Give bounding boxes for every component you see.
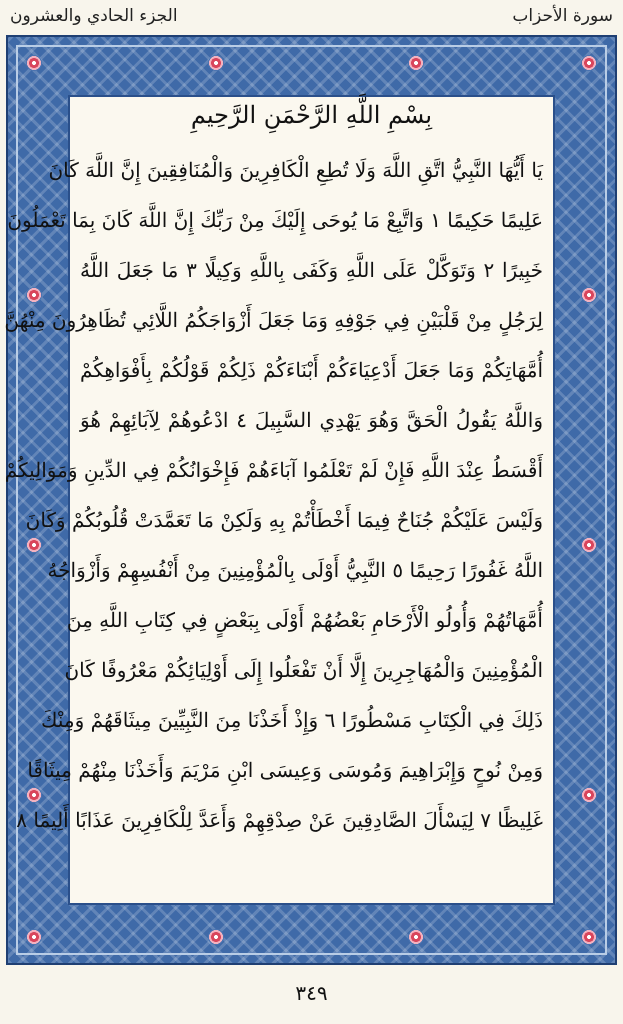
verse-line: وَاللَّهُ يَقُولُ الْحَقَّ وَهُوَ يَهْدِي السَّبِيلَ ٤ ادْعُوهُمْ لِآبَائِهِمْ هُوَ	[80, 408, 543, 432]
verse-line: غَلِيظًا ٧ لِيَسْأَلَ الصَّادِقِينَ عَنْ صِدْقِهِمْ وَأَعَدَّ لِلْكَافِرِينَ عَذَابًا أَلِيمًا ٨	[16, 808, 543, 832]
verse-line: يَا أَيُّهَا النَّبِيُّ اتَّقِ اللَّهَ وَلَا تُطِعِ الْكَافِرِينَ وَالْمُنَافِقِينَ إِنَّ اللَّهَ كَانَ	[48, 158, 543, 182]
rosette-icon	[208, 55, 224, 71]
rosette-icon	[26, 929, 42, 945]
rosette-icon	[408, 929, 424, 945]
rosette-icon	[208, 929, 224, 945]
verse-lines	[4, 145, 544, 845]
rosette-icon	[581, 287, 597, 303]
rosette-icon	[581, 55, 597, 71]
verse-line: أُمَّهَاتِكُمْ وَمَا جَعَلَ أَدْعِيَاءَكُمْ أَبْنَاءَكُمْ ذَلِكُمْ قَوْلُكُمْ بِأَفْوَاهِكُمْ	[80, 358, 543, 382]
rosette-icon	[581, 537, 597, 553]
verse-line: عَلِيمًا حَكِيمًا ١ وَاتَّبِعْ مَا يُوحَى إِلَيْكَ مِنْ رَبِّكَ إِنَّ اللَّهَ كَانَ بِمَا تَعْمَلُونَ	[7, 208, 543, 232]
verse-line: خَبِيرًا ٢ وَتَوَكَّلْ عَلَى اللَّهِ وَكَفَى بِاللَّهِ وَكِيلًا ٣ مَا جَعَلَ اللَّهُ	[80, 258, 544, 282]
rosette-icon	[26, 55, 42, 71]
verse-line: أُمَّهَاتُهُمْ وَأُولُو الْأَرْحَامِ بَعْضُهُمْ أَوْلَى بِبَعْضٍ فِي كِتَابِ اللَّهِ مِنَ	[66, 608, 543, 632]
verse-line: ذَلِكَ فِي الْكِتَابِ مَسْطُورًا ٦ وَإِذْ أَخَذْنَا مِنَ النَّبِيِّينَ مِيثَاقَهُمْ وَمِنْكَ	[41, 708, 543, 732]
rosette-icon	[581, 787, 597, 803]
verse-line: وَمِنْ نُوحٍ وَإِبْرَاهِيمَ وَمُوسَى وَعِيسَى ابْنِ مَرْيَمَ وَأَخَذْنَا مِنْهُمْ مِيثَاقًا	[27, 758, 543, 782]
page-number: ٣٤٩	[295, 981, 328, 1005]
verse-line: أَقْسَطُ عِنْدَ اللَّهِ فَإِنْ لَمْ تَعْلَمُوا آبَاءَهُمْ فَإِخْوَانُكُمْ فِي الدِّينِ وَمَوَالِيكُمْ	[4, 458, 543, 482]
rosette-icon	[408, 55, 424, 71]
verse-line: اللَّهُ غَفُورًا رَحِيمًا ٥ النَّبِيُّ أَوْلَى بِالْمُؤْمِنِينَ مِنْ أَنْفُسِهِمْ وَأَزْوَاجُهُ	[47, 558, 543, 582]
verse-line: الْمُؤْمِنِينَ وَالْمُهَاجِرِينَ إِلَّا أَنْ تَفْعَلُوا إِلَى أَوْلِيَائِكُمْ مَعْرُوفًا كَانَ	[64, 658, 543, 682]
verse-line: لِرَجُلٍ مِنْ قَلْبَيْنِ فِي جَوْفِهِ وَمَا جَعَلَ أَزْوَاجَكُمُ اللَّائِي تُظَاهِرُونَ مِنْهُنَّ	[4, 308, 543, 332]
juz-title: الجزء الحادي والعشرون	[10, 6, 178, 26]
verse-line: وَلَيْسَ عَلَيْكُمْ جُنَاحٌ فِيمَا أَخْطَأْتُمْ بِهِ وَلَكِنْ مَا تَعَمَّدَتْ قُلُوبُكُمْ وَكَانَ	[25, 508, 543, 532]
surah-title: سورة الأحزاب	[512, 6, 613, 26]
basmala: بِسْمِ اللَّهِ الرَّحْمَنِ الرَّحِيمِ	[190, 101, 433, 129]
rosette-icon	[581, 929, 597, 945]
mushaf-page	[4, 95, 555, 905]
